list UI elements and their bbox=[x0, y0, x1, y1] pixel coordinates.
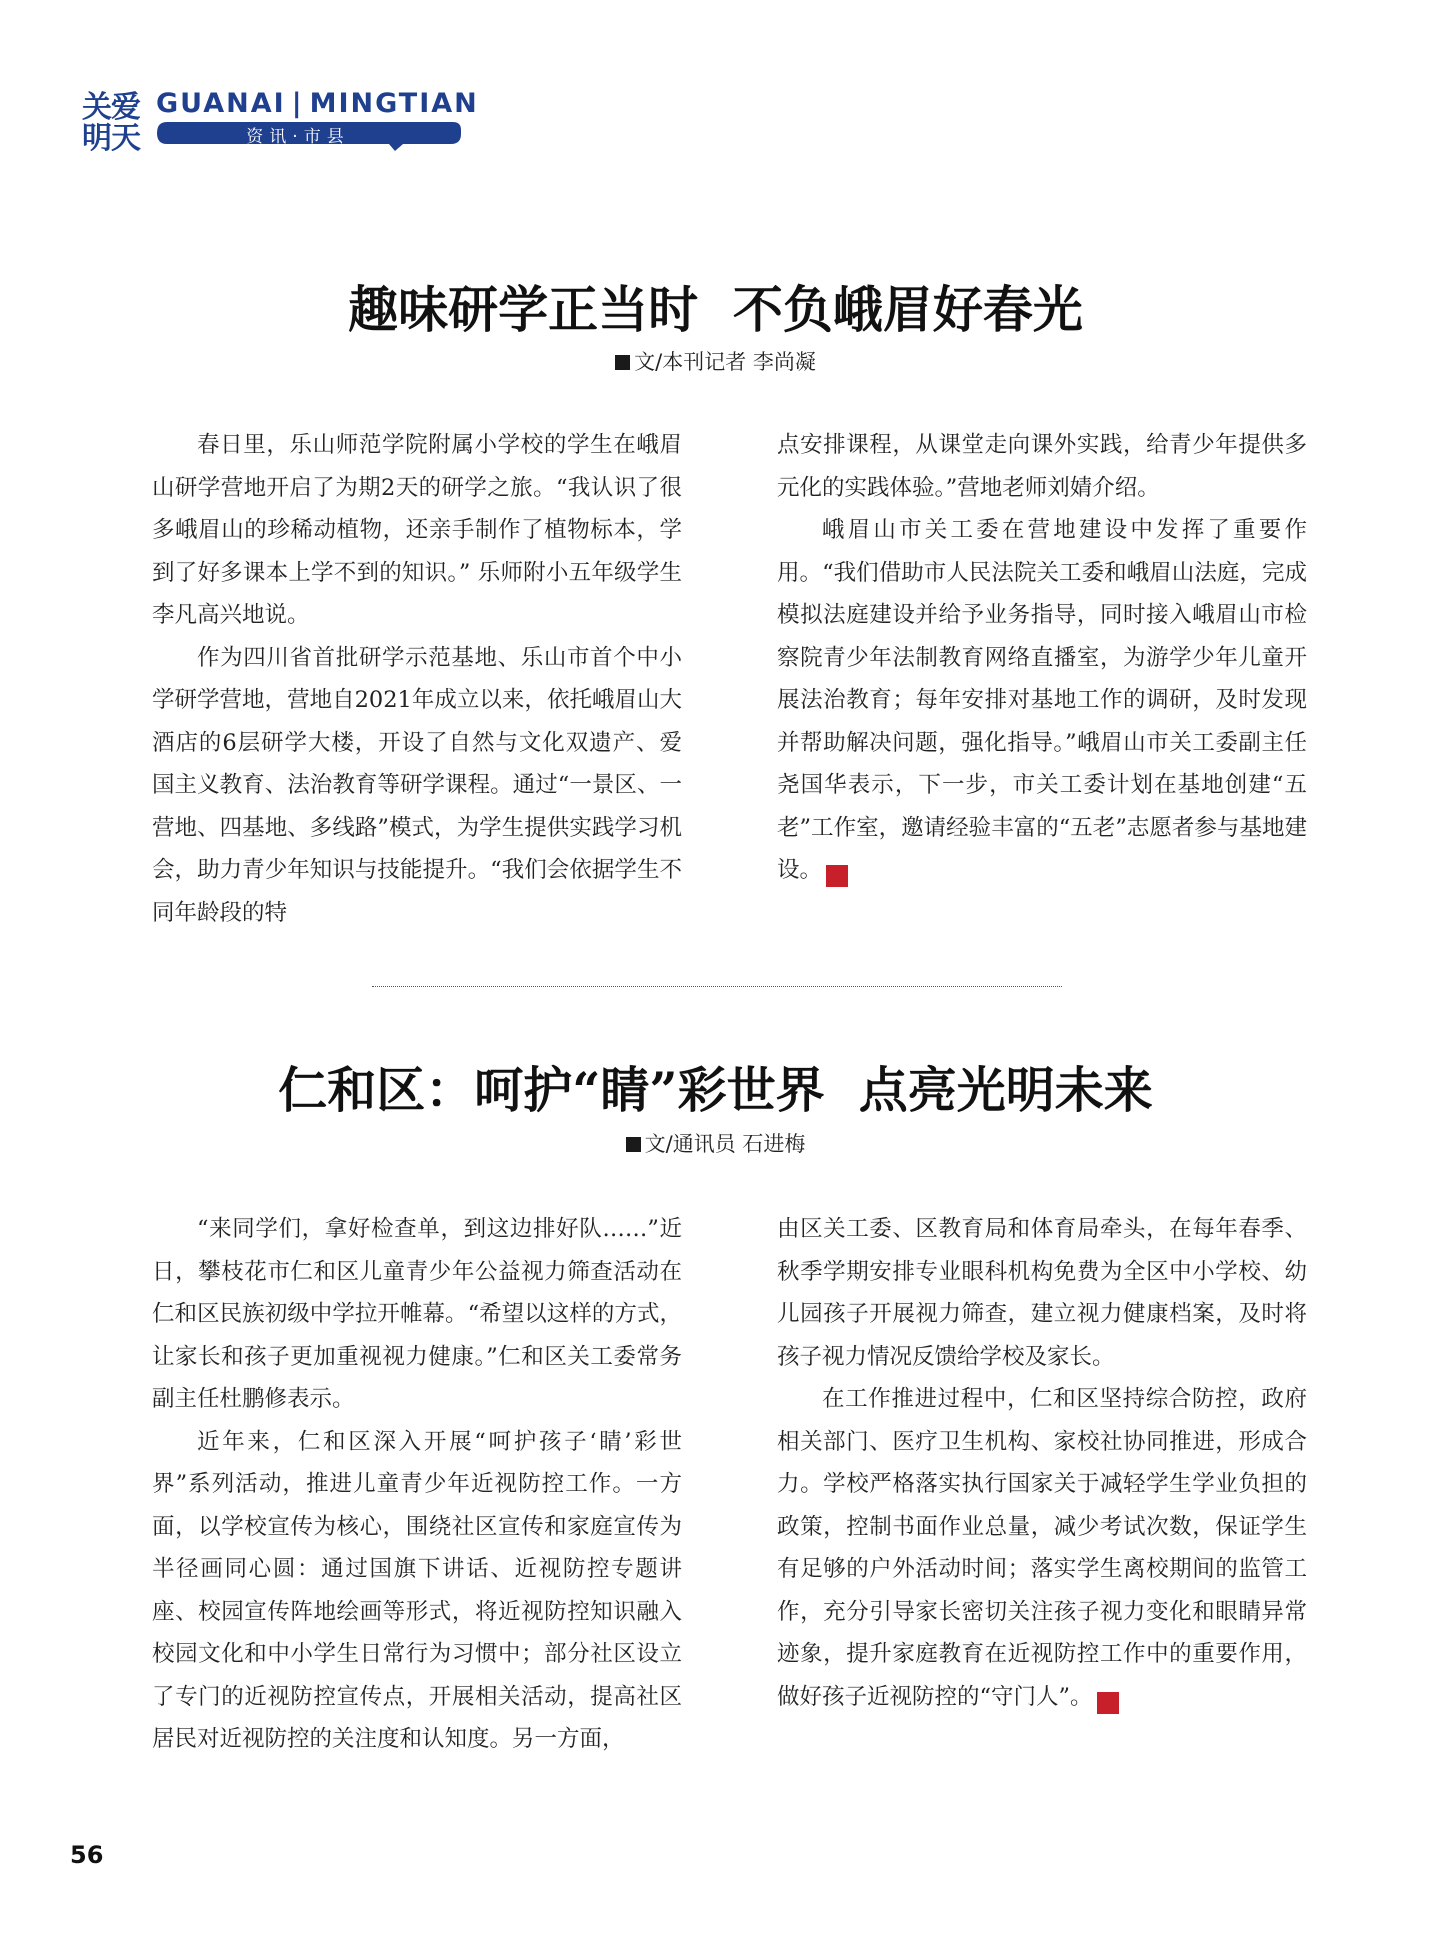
byline-square-icon bbox=[626, 1137, 641, 1152]
end-mark-icon: 关 bbox=[1097, 1692, 1119, 1714]
brand-en-left: GUANAI bbox=[156, 88, 286, 119]
section-label: 资讯·市县 bbox=[246, 127, 350, 147]
byline-square-icon bbox=[615, 355, 630, 370]
article2-title: 仁和区：呵护“睛”彩世界 点亮光明未来 bbox=[278, 1061, 1153, 1119]
article1-left-column bbox=[152, 424, 682, 934]
article-divider bbox=[372, 986, 1062, 987]
brand-logo bbox=[82, 92, 144, 156]
article1-right-paragraph bbox=[777, 509, 1307, 892]
article1-left-paragraph: 作为四川省首批研学示范基地、乐山市首个中小学研学营地，营地自2021年成立以来，依托峨眉山大酒店的6层研学大楼，开设了自然与文化双遗产、爱国主义教育、法治教育等研学课程。通过“一景区、一营地、四基地、多线路”模式，为学生提供实践学习机会，助力青少年知识与技能提升。“我们会依据学生不同年龄段的特 bbox=[152, 644, 682, 926]
article2-right-column bbox=[777, 1208, 1307, 1718]
article2-right-paragraph bbox=[777, 1378, 1307, 1718]
page-number: 56 bbox=[70, 1841, 104, 1869]
article1-title: 趣味研学正当时 不负峨眉好春光 bbox=[348, 280, 1083, 339]
article1-right-continuation: 点安排课程，从课堂走向课外实践，给青少年提供多元化的实践体验。”营地老师刘婧介绍。 bbox=[777, 432, 1307, 501]
article1-byline bbox=[0, 346, 1431, 376]
article2-left-paragraph: 近年来，仁和区深入开展“呵护孩子‘睛’彩世界”系列活动，推进儿童青少年近视防控工作。一方面，以学校宣传为核心，围绕社区宣传和家庭宣传为半径画同心圆：通过国旗下讲话、近视防控专题讲座、校园宣传阵地绘画等形式，将近视防控知识融入校园文化和中小学生日常行为习惯中；部分社区设立了专门的近视防控宣传点，开展相关活动，提高社区居民对近视防控的关注度和认知度。另一方面， bbox=[152, 1428, 682, 1752]
article2-byline-text: 文/通讯员 石进梅 bbox=[644, 1132, 806, 1156]
article1-left-paragraph: 春日里，乐山师范学院附属小学校的学生在峨眉山研学营地开启了为期2天的研学之旅。“我认识了很多峨眉山的珍稀动植物，还亲手制作了植物标本，学到了好多课本上学不到的知识。” 乐师附小五年级学生李凡高兴地说。 bbox=[152, 432, 682, 628]
article1-right-column bbox=[777, 424, 1307, 892]
section-banner bbox=[153, 120, 463, 152]
brand-en-right: MINGTIAN bbox=[309, 88, 479, 119]
article2-right-paragraph-text: 在工作推进过程中，仁和区坚持综合防控，政府相关部门、医疗卫生机构、家校社协同推进，形成合力。学校严格落实执行国家关于减轻学生学业负担的政策，控制书面作业总量，减少考试次数，保证学生有足够的户外活动时间；落实学生离校期间的监管工作，充分引导家长密切关注孩子视力变化和眼睛异常迹象，提升家庭教育在近视防控工作中的重要作用，做好孩子近视防控的“守门人”。 bbox=[777, 1386, 1307, 1710]
article2-byline bbox=[0, 1128, 1431, 1158]
article1-right-paragraph-text: 峨眉山市关工委在营地建设中发挥了重要作用。“我们借助市人民法院关工委和峨眉山法庭，完成模拟法庭建设并给予业务指导，同时接入峨眉山市检察院青少年法制教育网络直播室，为游学少年儿童开展法治教育；每年安排对基地工作的调研，及时发现并帮助解决问题，强化指导。”峨眉山市关工委副主任尧国华表示，下一步，市关工委计划在基地创建“五老”工作室，邀请经验丰富的“五老”志愿者参与基地建设。 bbox=[777, 517, 1307, 883]
logo-line-1: 关爱 bbox=[82, 90, 140, 125]
article2-right-continuation: 由区关工委、区教育局和体育局牵头，在每年春季、秋季学期安排专业眼科机构免费为全区中小学校、幼儿园孩子开展视力筛查，建立视力健康档案，及时将孩子视力情况反馈给学校及家长。 bbox=[777, 1216, 1307, 1370]
article2-left-column bbox=[152, 1208, 682, 1761]
end-mark-icon: 关 bbox=[826, 865, 848, 887]
article1-byline-text: 文/本刊记者 李尚凝 bbox=[634, 350, 816, 374]
article2-left-paragraph: “来同学们，拿好检查单，到这边排好队……”近日，攀枝花市仁和区儿童青少年公益视力筛查活动在仁和区民族初级中学拉开帷幕。“希望以这样的方式，让家长和孩子更加重视视力健康。”仁和区关工委常务副主任杜鹏修表示。 bbox=[152, 1216, 682, 1412]
logo-line-2: 明天 bbox=[82, 121, 140, 156]
brand-en-separator: | bbox=[291, 88, 304, 119]
brand-english-name bbox=[156, 88, 479, 119]
